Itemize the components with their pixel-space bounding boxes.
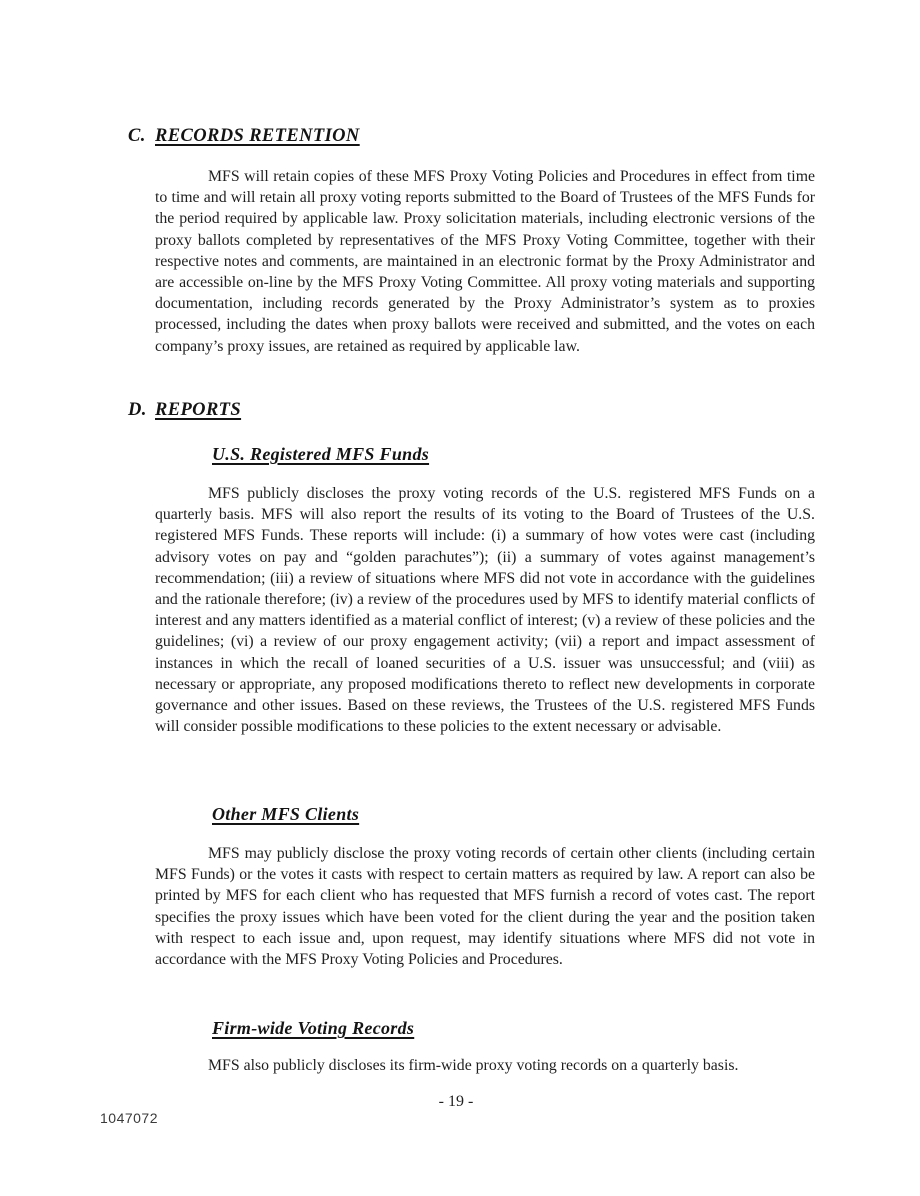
section-c-title: RECORDS RETENTION — [155, 126, 360, 146]
subsection-other-mfs-clients-paragraph: MFS may publicly disclose the proxy voting records of certain other clients (including certain MFS Funds) or the votes it casts with respect to certain matters as required by law. A report can also be printed by MFS for each client who has requested that MFS furnish a record of votes cast. The report specifies the proxy issues which have been voted for the client during the year and the position taken with respect to each issue and, upon request, may identify situations where MFS did not vote in accordance with the MFS Proxy Voting Policies and Procedures. — [155, 845, 815, 969]
subsection-firm-wide-voting-records-paragraph: MFS also publicly discloses its firm-wide proxy voting records on a quarterly basis. — [208, 1057, 739, 1074]
section-d-heading — [128, 400, 241, 421]
section-d-title: REPORTS — [155, 400, 242, 420]
section-c-heading — [128, 126, 360, 147]
section-c-paragraph: MFS will retain copies of these MFS Proxy Voting Policies and Procedures in effect from time to time and will retain all proxy voting reports submitted to the Board of Trustees of the MFS Funds for the period required by applicable law. Proxy solicitation materials, including electronic versions of the proxy ballots completed by representatives of the MFS Proxy Voting Committee, together with their respective notes and comments, are maintained in an electronic format by the Proxy Administrator and are accessible on-line by the MFS Proxy Voting Committee. All proxy voting materials and supporting documentation, including records generated by the Proxy Administrator’s system as to proxies processed, including the dates when proxy ballots were received and submitted, and the votes on each company’s proxy issues, are retained as required by applicable law. — [155, 168, 815, 355]
subsection-other-mfs-clients-heading: Other MFS Clients — [212, 804, 360, 824]
subsection-us-registered-funds-paragraph: MFS publicly discloses the proxy voting records of the U.S. registered MFS Funds on a quarterly basis. MFS will also report the results of its voting to the Board of Trustees of the U.S. registered MFS Funds. These reports will include: (i) a summary of how votes were cast (including advisory votes on pay and “golden parachutes”); (ii) a summary of votes against management’s recommendation; (iii) a review of situations where MFS did not vote in accordance with the guidelines and the rationale therefore; (iv) a review of the procedures used by MFS to identify material conflicts of interest and any matters identified as a material conflict of interest; (v) a review of these policies and the guidelines; (vi) a review of our proxy engagement activity; (vii) a report and impact assessment of instances in which the recall of loaned securities of a U.S. issuer was unsuccessful; and (viii) as necessary or appropriate, any proposed modifications thereto to reflect new developments in corporate governance and other issues. Based on these reviews, the Trustees of the U.S. registered MFS Funds will consider possible modifications to these policies to the extent necessary or advisable. — [155, 485, 815, 736]
document-control-number: 1047072 — [100, 1110, 159, 1126]
page-number: - 19 - — [438, 1093, 474, 1110]
section-c-letter: C. — [128, 126, 146, 146]
subsection-us-registered-funds-heading: U.S. Registered MFS Funds — [212, 444, 430, 464]
subsection-firm-wide-voting-records-heading: Firm-wide Voting Records — [212, 1018, 415, 1038]
section-d-letter: D. — [128, 400, 147, 420]
